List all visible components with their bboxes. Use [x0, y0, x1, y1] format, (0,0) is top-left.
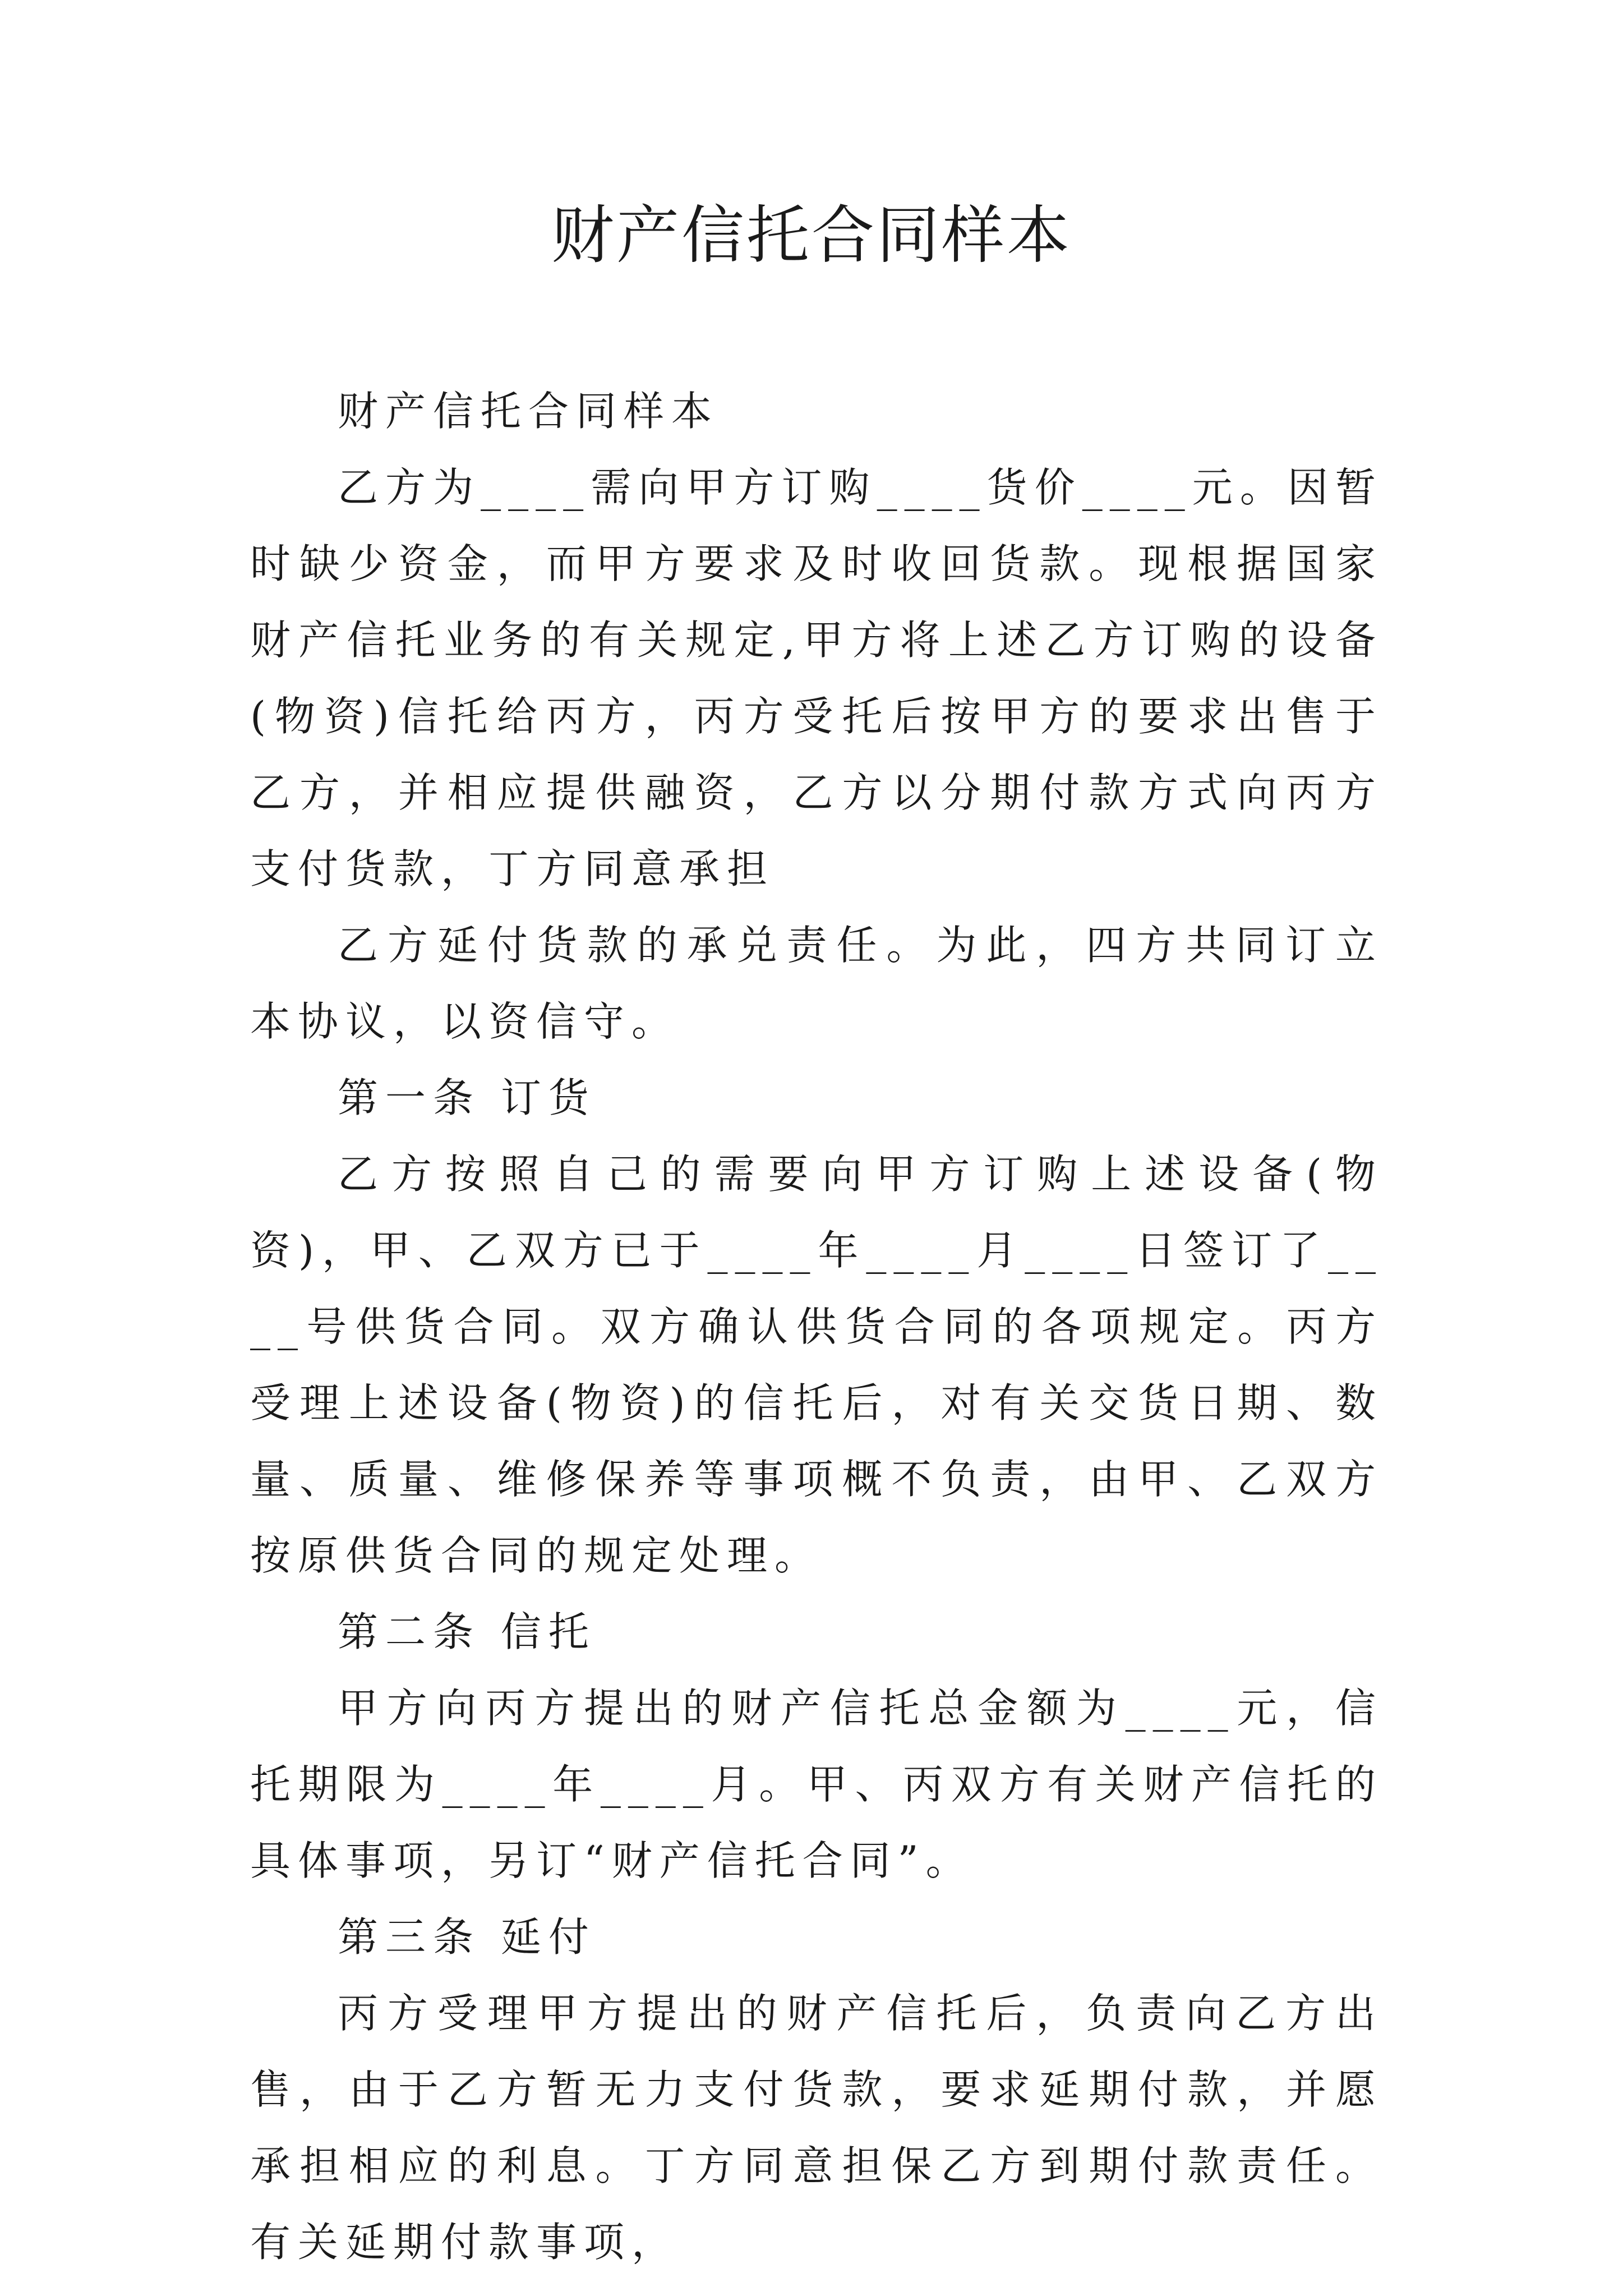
document-title: 财产信托合同样本	[551, 199, 1072, 272]
article-3-heading: 第三条 延付	[338, 1913, 596, 1961]
article-2-heading: 第二条 信托	[338, 1608, 596, 1655]
article-1-heading: 第一条 订货	[338, 1074, 596, 1121]
body-paragraph-intro: 乙方为____需向甲方订购____货价____元。因暂时缺少资金，而甲方要求及时收回货款。现根据国家财产信托业务的有关规定,甲方将上述乙方订购的设备(物资)信托给丙方，丙方受托后按甲方的要求出售于乙方，并相应提供融资，乙方以分期付款方式向丙方支付货款，丁方同意承担	[250, 464, 1383, 892]
body-paragraph-subtitle: 财产信托合同样本	[338, 388, 720, 435]
article-1-text: 乙方按照自己的需要向甲方订购上述设备(物资)，甲、乙双方已于____年____月____日签订了____号供货合同。双方确认供货合同的各项规定。丙方受理上述设备(物资)的信托后，对有关交货日期、数量、质量、维修保养等事项概不负责，由甲、乙双方按原供货合同的规定处理。	[250, 1151, 1383, 1579]
article-2-text: 甲方向丙方提出的财产信托总金额为____元，信托期限为____年____月。甲、丙双方有关财产信托的具体事项，另订“财产信托合同”。	[250, 1685, 1383, 1884]
article-3-text: 丙方受理甲方提出的财产信托后，负责向乙方出售，由于乙方暂无力支付货款，要求延期付款，并愿承担相应的利息。丁方同意担保乙方到期付款责任。有关延期付款事项，	[250, 1990, 1383, 2266]
document-body	[250, 373, 1383, 2280]
body-paragraph-intro-continued: 乙方延付货款的承兑责任。为此，四方共同订立本协议，以资信守。	[250, 922, 1383, 1045]
